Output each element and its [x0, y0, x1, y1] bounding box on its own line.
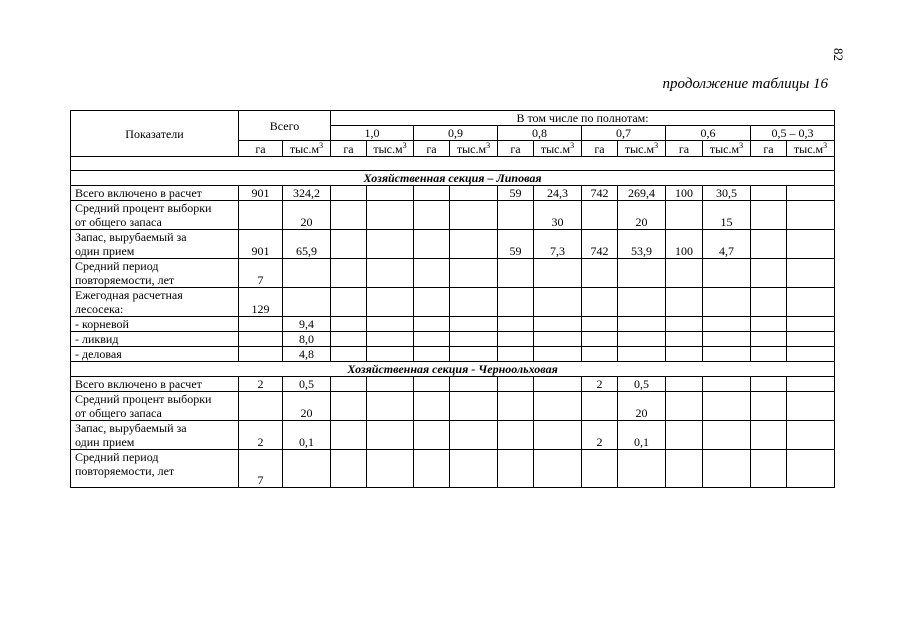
cell-d06-vol	[703, 288, 751, 317]
cell-total-vol: 4,8	[283, 347, 331, 362]
cell-total-ha	[239, 347, 283, 362]
cell-d06-ha	[666, 259, 703, 288]
cell-total-ha	[239, 332, 283, 347]
cell-d06-ha: 100	[666, 230, 703, 259]
cell-total-vol: 9,4	[283, 317, 331, 332]
unit-volume	[787, 141, 835, 157]
density-header: 0,9	[414, 126, 498, 141]
cell-total-ha	[239, 201, 283, 230]
cell-d10-ha	[331, 259, 367, 288]
cell-d09-vol	[450, 332, 498, 347]
cell-d10-vol	[367, 201, 414, 230]
cell-d05-vol	[787, 317, 835, 332]
table-row	[71, 332, 835, 347]
row-label-line: Запас, вырубаемый за	[75, 230, 187, 244]
cell-d05-vol	[787, 332, 835, 347]
cell-total-vol: 324,2	[283, 186, 331, 201]
cell-d06-vol	[703, 377, 751, 392]
cell-d09-vol	[450, 230, 498, 259]
density-header: 1,0	[331, 126, 414, 141]
row-label	[71, 201, 239, 230]
cell-d08-ha	[498, 450, 534, 488]
cell-d05-vol	[787, 186, 835, 201]
cell-d06-ha	[666, 317, 703, 332]
table-row	[71, 230, 835, 259]
cell-d09-vol	[450, 421, 498, 450]
unit-ha: га	[331, 141, 367, 157]
cell-total-ha: 7	[239, 450, 283, 488]
unit-volume-sup: 3	[570, 140, 575, 150]
row-label-line: - деловая	[75, 347, 122, 361]
cell-d08-vol: 30	[534, 201, 582, 230]
cell-d06-vol	[703, 421, 751, 450]
row-label-line: повторяемости, лет	[75, 273, 175, 287]
table-row	[71, 186, 835, 201]
cell-d05-ha	[751, 377, 787, 392]
row-label-line: Всего включено в расчет	[75, 186, 202, 200]
cell-d05-ha	[751, 450, 787, 488]
cell-d05-ha	[751, 317, 787, 332]
cell-d08-ha	[498, 421, 534, 450]
cell-d10-vol	[367, 377, 414, 392]
cell-d09-ha	[414, 230, 450, 259]
cell-d09-vol	[450, 392, 498, 421]
cell-d09-vol	[450, 317, 498, 332]
cell-d06-vol	[703, 332, 751, 347]
cell-d06-ha	[666, 347, 703, 362]
unit-ha: га	[239, 141, 283, 157]
row-label	[71, 259, 239, 288]
cell-d07-vol: 20	[618, 201, 666, 230]
header-indicators: Показатели	[71, 111, 239, 157]
cell-d09-ha	[414, 317, 450, 332]
cell-d05-vol	[787, 259, 835, 288]
cell-d09-ha	[414, 347, 450, 362]
cell-d10-vol	[367, 347, 414, 362]
cell-d06-ha	[666, 377, 703, 392]
cell-d10-ha	[331, 186, 367, 201]
table-row	[71, 201, 835, 230]
cell-d10-ha	[331, 230, 367, 259]
cell-d09-ha	[414, 392, 450, 421]
cell-d05-ha	[751, 421, 787, 450]
cell-total-ha: 901	[239, 230, 283, 259]
cell-d08-ha: 59	[498, 186, 534, 201]
cell-d10-ha	[331, 377, 367, 392]
unit-ha: га	[666, 141, 703, 157]
cell-d06-vol	[703, 392, 751, 421]
table-row	[71, 392, 835, 421]
cell-d09-ha	[414, 186, 450, 201]
cell-total-vol	[283, 288, 331, 317]
cell-d07-ha	[582, 317, 618, 332]
cell-total-ha	[239, 317, 283, 332]
blank-row	[71, 157, 835, 171]
row-label	[71, 230, 239, 259]
unit-volume-text: тыс.м	[373, 141, 403, 156]
cell-d10-ha	[331, 317, 367, 332]
cell-total-ha: 2	[239, 421, 283, 450]
cell-d05-vol	[787, 421, 835, 450]
cell-total-ha: 7	[239, 259, 283, 288]
cell-d10-ha	[331, 392, 367, 421]
cell-d07-vol	[618, 450, 666, 488]
cell-d08-ha	[498, 392, 534, 421]
cell-d06-ha	[666, 450, 703, 488]
row-label-line: Средний период	[75, 450, 159, 464]
cell-d09-vol	[450, 186, 498, 201]
cell-total-ha: 129	[239, 288, 283, 317]
cell-d10-vol	[367, 230, 414, 259]
density-header: 0,8	[498, 126, 582, 141]
row-label-line: один прием	[75, 244, 135, 258]
row-label	[71, 392, 239, 421]
section-title: Хозяйственная секция – Липовая	[71, 171, 835, 186]
cell-d06-ha	[666, 332, 703, 347]
cell-d07-vol	[618, 347, 666, 362]
cell-total-vol: 65,9	[283, 230, 331, 259]
cell-d05-vol	[787, 392, 835, 421]
row-label-line: Ежегодная расчетная	[75, 288, 183, 302]
cell-d10-vol	[367, 186, 414, 201]
cell-d06-ha: 100	[666, 186, 703, 201]
unit-volume-sup: 3	[654, 140, 659, 150]
cell-d10-vol	[367, 288, 414, 317]
cell-d10-vol	[367, 421, 414, 450]
cell-d06-vol: 30,5	[703, 186, 751, 201]
unit-ha: га	[414, 141, 450, 157]
cell-d06-vol	[703, 317, 751, 332]
row-label-line: Средний процент выборки	[75, 201, 212, 215]
cell-d10-vol	[367, 392, 414, 421]
cell-d10-ha	[331, 288, 367, 317]
cell-d08-ha	[498, 201, 534, 230]
cell-d09-ha	[414, 332, 450, 347]
cell-d06-ha	[666, 392, 703, 421]
row-label-line: Запас, вырубаемый за	[75, 421, 187, 435]
cell-d08-ha: 59	[498, 230, 534, 259]
cell-d10-ha	[331, 201, 367, 230]
cell-total-ha: 901	[239, 186, 283, 201]
cell-d07-vol	[618, 332, 666, 347]
cell-d05-ha	[751, 186, 787, 201]
cell-d05-ha	[751, 259, 787, 288]
row-label	[71, 377, 239, 392]
cell-d10-ha	[331, 450, 367, 488]
cell-d07-ha: 2	[582, 421, 618, 450]
cell-total-ha	[239, 392, 283, 421]
unit-volume	[283, 141, 331, 157]
unit-volume-text: тыс.м	[624, 141, 655, 156]
cell-d08-ha	[498, 288, 534, 317]
cell-d05-vol	[787, 347, 835, 362]
cell-d08-vol	[534, 259, 582, 288]
row-label-line: повторяемости, лет	[75, 464, 175, 478]
cell-d07-ha: 742	[582, 186, 618, 201]
cell-d07-vol: 53,9	[618, 230, 666, 259]
cell-total-ha: 2	[239, 377, 283, 392]
unit-volume	[618, 141, 666, 157]
cell-d07-vol: 20	[618, 392, 666, 421]
table-row	[71, 421, 835, 450]
cell-d09-vol	[450, 288, 498, 317]
cell-d05-vol	[787, 230, 835, 259]
cell-d07-vol	[618, 259, 666, 288]
cell-d07-ha	[582, 332, 618, 347]
cell-d09-ha	[414, 259, 450, 288]
cell-d10-vol	[367, 450, 414, 488]
cell-total-vol: 20	[283, 201, 331, 230]
cell-total-vol: 0,5	[283, 377, 331, 392]
cell-d08-vol	[534, 421, 582, 450]
unit-ha: га	[582, 141, 618, 157]
row-label	[71, 421, 239, 450]
table-row	[71, 288, 835, 317]
row-label	[71, 317, 239, 332]
cell-d08-ha	[498, 347, 534, 362]
cell-d08-ha	[498, 332, 534, 347]
row-label	[71, 332, 239, 347]
unit-volume-text: тыс.м	[289, 141, 320, 156]
cell-total-vol: 8,0	[283, 332, 331, 347]
row-label-line: от общего запаса	[75, 215, 162, 229]
cell-d08-vol: 24,3	[534, 186, 582, 201]
cell-d10-ha	[331, 332, 367, 347]
cell-d06-vol	[703, 259, 751, 288]
cell-d10-ha	[331, 421, 367, 450]
unit-ha: га	[498, 141, 534, 157]
table-row	[71, 317, 835, 332]
cell-d05-ha	[751, 288, 787, 317]
cell-d08-vol: 7,3	[534, 230, 582, 259]
row-label-line: один прием	[75, 435, 135, 449]
row-label	[71, 347, 239, 362]
row-label	[71, 186, 239, 201]
cell-d06-vol	[703, 347, 751, 362]
cell-total-vol: 0,1	[283, 421, 331, 450]
cell-d07-vol: 269,4	[618, 186, 666, 201]
table-row	[71, 347, 835, 362]
row-label-line: Средний процент выборки	[75, 392, 212, 406]
cell-d08-vol	[534, 332, 582, 347]
cell-d07-vol: 0,5	[618, 377, 666, 392]
row-label-line: - ликвид	[75, 332, 119, 346]
cell-d05-ha	[751, 392, 787, 421]
cell-d07-vol	[618, 288, 666, 317]
unit-volume	[703, 141, 751, 157]
cell-d05-vol	[787, 450, 835, 488]
cell-d07-ha	[582, 259, 618, 288]
cell-d09-vol	[450, 377, 498, 392]
cell-d08-ha	[498, 259, 534, 288]
cell-d05-ha	[751, 230, 787, 259]
unit-volume-text: тыс.м	[456, 141, 487, 156]
unit-volume	[450, 141, 498, 157]
cell-d05-vol	[787, 201, 835, 230]
cell-total-vol	[283, 450, 331, 488]
cell-d10-vol	[367, 317, 414, 332]
cell-d06-vol	[703, 450, 751, 488]
row-label-line: Всего включено в расчет	[75, 377, 202, 391]
cell-d08-vol	[534, 450, 582, 488]
row-label-line: - корневой	[75, 317, 129, 331]
cell-d07-ha	[582, 392, 618, 421]
unit-volume-sup: 3	[402, 140, 407, 150]
unit-volume-text: тыс.м	[793, 141, 824, 156]
cell-d07-vol: 0,1	[618, 421, 666, 450]
cell-d08-vol	[534, 317, 582, 332]
cell-d09-ha	[414, 421, 450, 450]
cell-d07-ha: 2	[582, 377, 618, 392]
cell-d05-ha	[751, 332, 787, 347]
cell-d06-vol: 4,7	[703, 230, 751, 259]
header-including: В том числе по полнотам:	[331, 111, 835, 126]
row-label	[71, 450, 239, 488]
unit-volume-sup: 3	[739, 140, 744, 150]
row-label	[71, 288, 239, 317]
table-row	[71, 259, 835, 288]
unit-volume-sup: 3	[823, 140, 828, 150]
cell-d10-vol	[367, 259, 414, 288]
unit-volume-sup: 3	[319, 140, 324, 150]
cell-d09-ha	[414, 201, 450, 230]
cell-d07-ha: 742	[582, 230, 618, 259]
cell-d07-ha	[582, 288, 618, 317]
cell-d10-ha	[331, 347, 367, 362]
unit-volume-sup: 3	[486, 140, 491, 150]
cell-d08-ha	[498, 377, 534, 392]
table-caption: продолжение таблицы 16	[662, 76, 828, 92]
density-header: 0,5 – 0,3	[751, 126, 835, 141]
unit-volume	[367, 141, 414, 157]
cell-d07-ha	[582, 347, 618, 362]
cell-d08-vol	[534, 377, 582, 392]
unit-ha: га	[751, 141, 787, 157]
section-title: Хозяйственная секция - Черноольховая	[71, 362, 835, 377]
unit-volume-text: тыс.м	[540, 141, 571, 156]
cell-d06-ha	[666, 421, 703, 450]
cell-d08-vol	[534, 392, 582, 421]
table-row	[71, 450, 835, 488]
cell-d05-vol	[787, 288, 835, 317]
unit-volume-text: тыс.м	[709, 141, 740, 156]
cell-d08-ha	[498, 317, 534, 332]
cell-d10-vol	[367, 332, 414, 347]
cell-d09-vol	[450, 347, 498, 362]
cell-d09-vol	[450, 259, 498, 288]
cell-d06-ha	[666, 201, 703, 230]
cell-d05-ha	[751, 347, 787, 362]
header-total: Всего	[239, 111, 331, 141]
row-label-line: Средний период	[75, 259, 159, 273]
cell-d07-ha	[582, 201, 618, 230]
cell-d09-ha	[414, 288, 450, 317]
cell-d07-vol	[618, 317, 666, 332]
cell-d05-vol	[787, 377, 835, 392]
cell-d09-vol	[450, 201, 498, 230]
row-label-line: лесосека:	[75, 302, 124, 316]
cell-d05-ha	[751, 201, 787, 230]
table-row	[71, 377, 835, 392]
cell-d09-vol	[450, 450, 498, 488]
cell-d06-ha	[666, 288, 703, 317]
forest-cut-table	[70, 110, 835, 488]
density-header: 0,6	[666, 126, 751, 141]
cell-total-vol: 20	[283, 392, 331, 421]
row-label-line: от общего запаса	[75, 406, 162, 420]
cell-d06-vol: 15	[703, 201, 751, 230]
cell-d08-vol	[534, 288, 582, 317]
unit-volume	[534, 141, 582, 157]
cell-d07-ha	[582, 450, 618, 488]
cell-d09-ha	[414, 450, 450, 488]
page-number: 82	[831, 48, 846, 61]
density-header: 0,7	[582, 126, 666, 141]
cell-d08-vol	[534, 347, 582, 362]
cell-total-vol	[283, 259, 331, 288]
cell-d09-ha	[414, 377, 450, 392]
